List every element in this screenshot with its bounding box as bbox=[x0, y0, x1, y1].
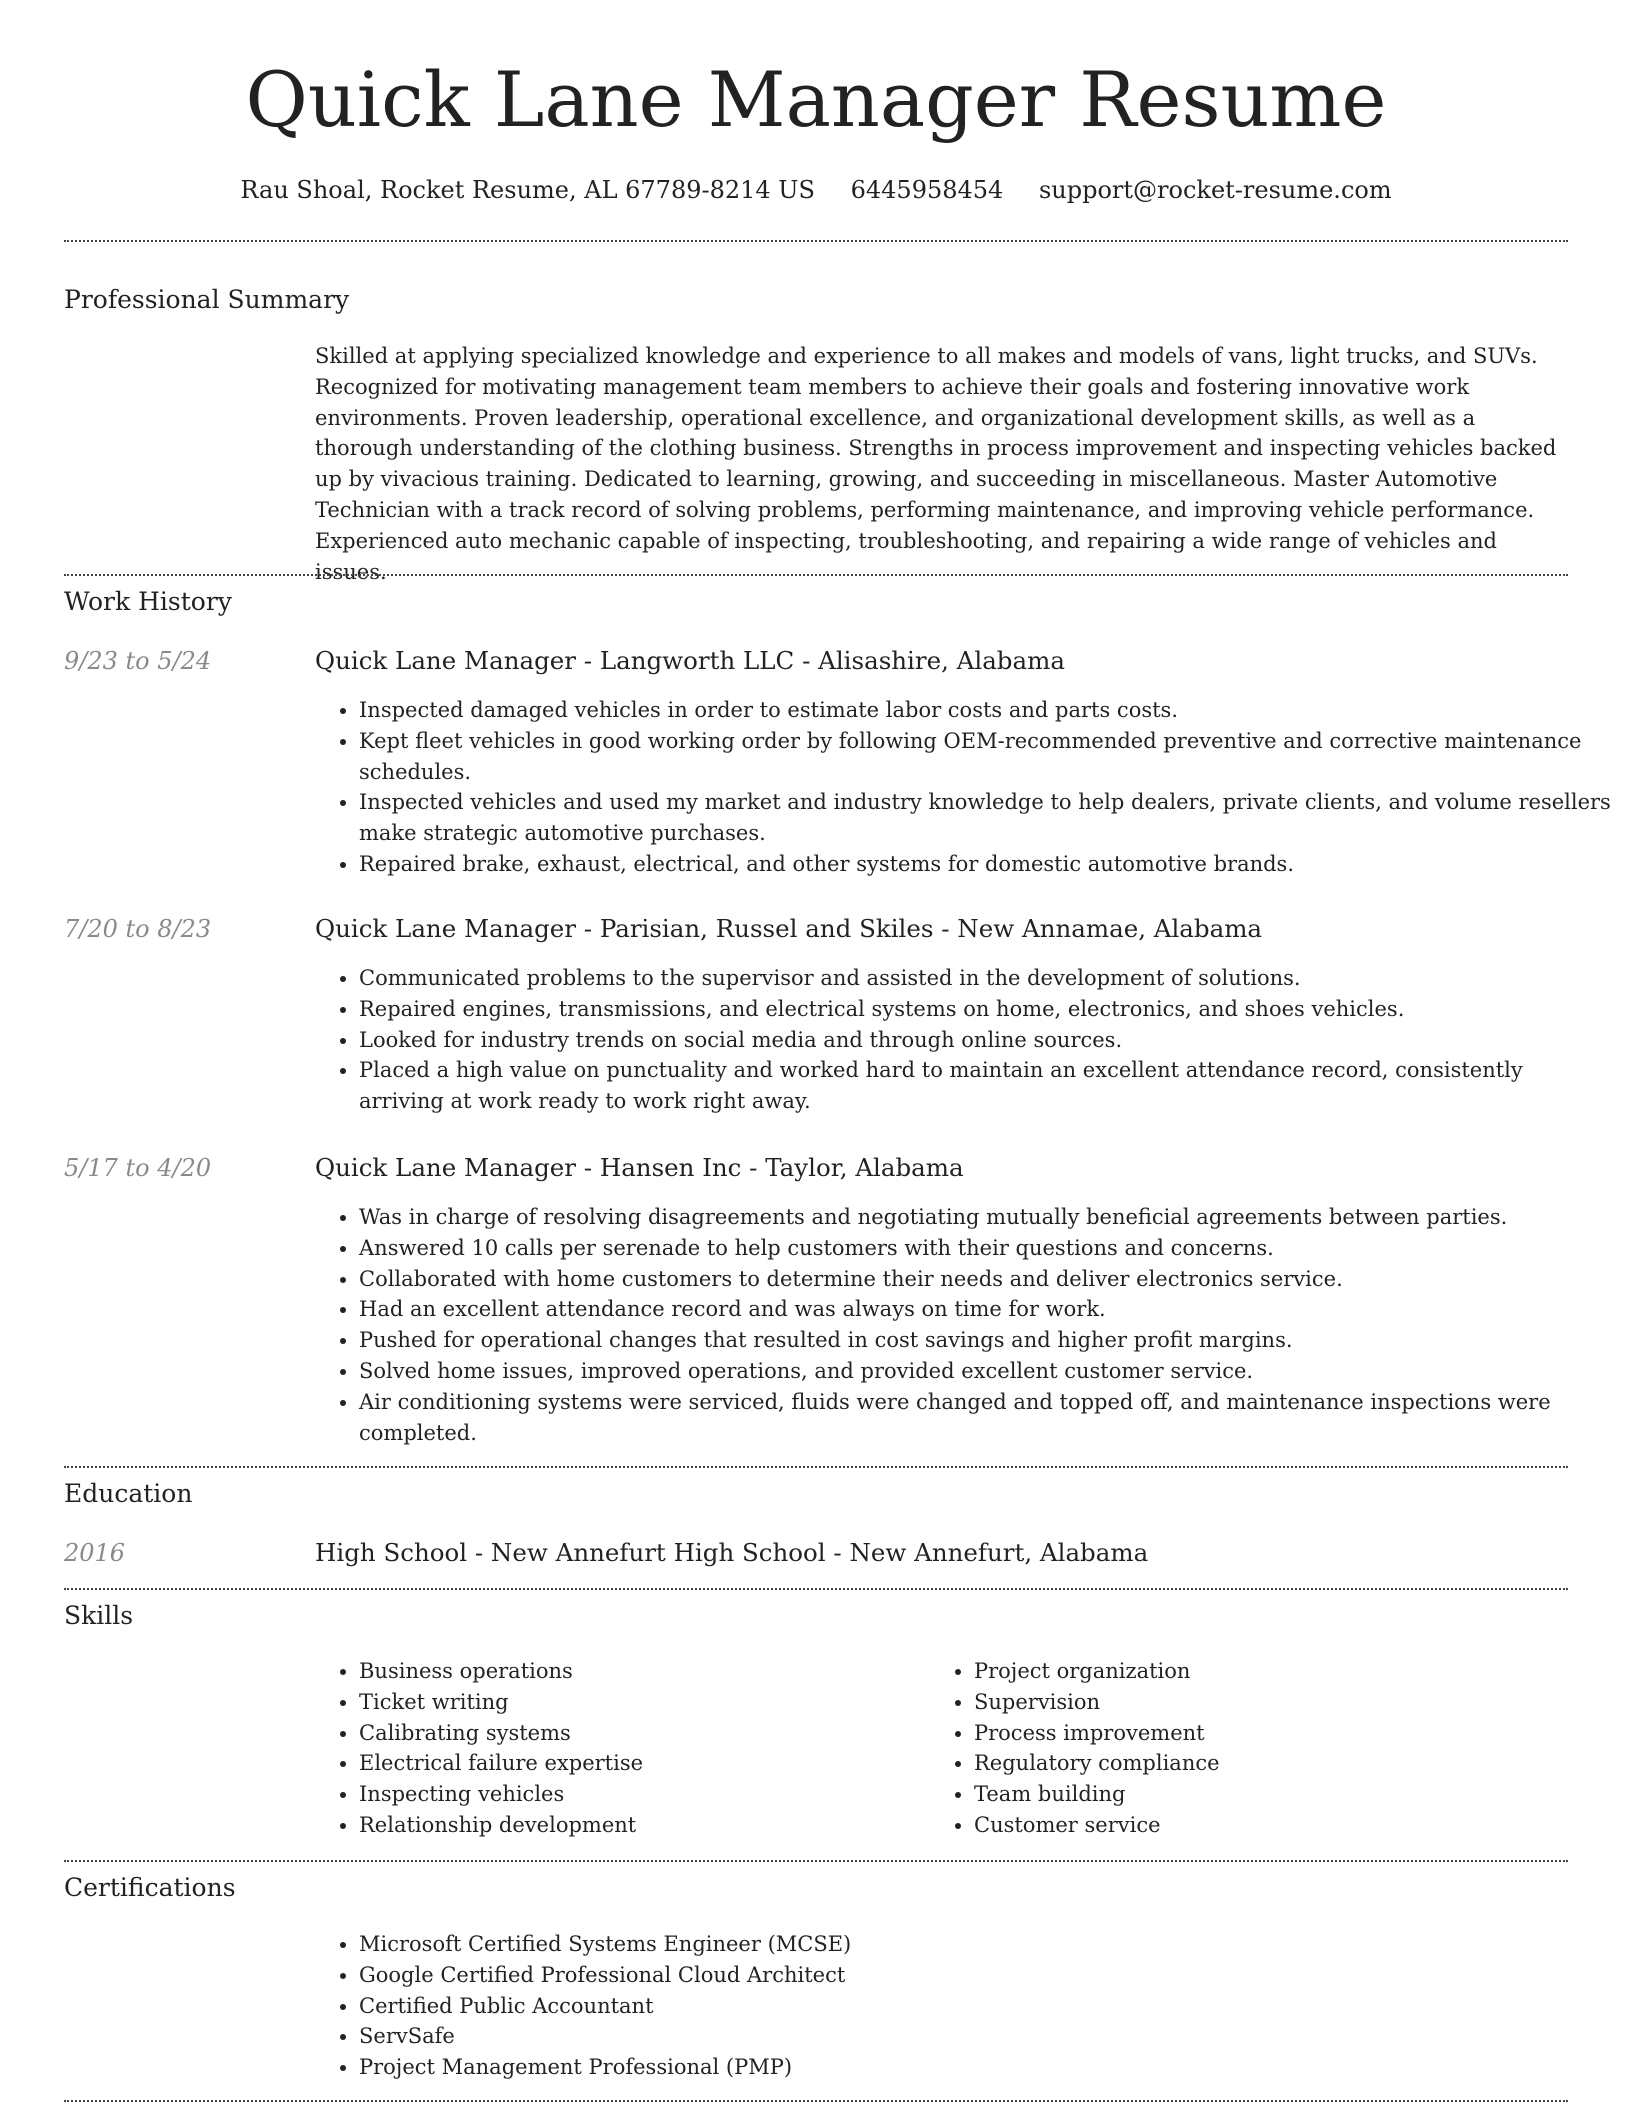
summary-text: Skilled at applying specialized knowledge and experience to all makes and models of vans, light trucks, and SUVs. Recognized for motivating management team members to achieve their goals and fostering innovative work environments. Proven leadership, operational excellence, and organizational development skills, as well as a thorough understanding of the clothing business. Strengths in process improvement and inspecting vehicles backed up by vivacious training. Dedicated to learning, growing, and succeeding in miscellaneous. Master Automotive Technician with a track record of solving problems, performing maintenance, and improving vehicle performance. Experienced auto mechanic capable of inspecting, troubleshooting, and repairing a wide range of vehicles and issues. bbox=[315, 344, 1557, 584]
list-item: • Kept fleet vehicles in good working order by following OEM-recommended preventive and corrective maintenance schedules. bbox=[359, 726, 1612, 788]
job-dates: 5/17 to 4/20 bbox=[64, 1154, 212, 1182]
section-divider bbox=[64, 1466, 1568, 1468]
list-item: • Looked for industry trends on social media and through online sources. bbox=[359, 1025, 1612, 1056]
skills-heading: Skills bbox=[64, 1601, 134, 1630]
list-item: • Had an excellent attendance record and was always on time for work. bbox=[359, 1294, 1612, 1325]
job-title: Quick Lane Manager - Langworth LLC - Alisashire, Alabama bbox=[315, 646, 1065, 675]
list-item: • Regulatory compliance bbox=[974, 1748, 1220, 1779]
list-item: • Inspected vehicles and used my market and industry knowledge to help dealers, private clients, and volume resellers make strategic automotive purchases. bbox=[359, 787, 1612, 849]
contact-email: support@rocket-resume.com bbox=[1038, 176, 1392, 204]
list-item: • Repaired brake, exhaust, electrical, and other systems for domestic automotive brands. bbox=[359, 849, 1612, 880]
job-bullets bbox=[315, 963, 1612, 1117]
contact-phone: 6445958454 bbox=[850, 176, 1004, 204]
list-item: • Was in charge of resolving disagreements and negotiating mutually beneficial agreements between parties. bbox=[359, 1202, 1612, 1233]
section-divider bbox=[64, 574, 1568, 576]
section-divider bbox=[64, 2100, 1568, 2102]
job-title: Quick Lane Manager - Hansen Inc - Taylor, Alabama bbox=[315, 1153, 964, 1182]
list-item: • Pushed for operational changes that resulted in cost savings and higher profit margins. bbox=[359, 1325, 1612, 1356]
job-dates: 7/20 to 8/23 bbox=[64, 915, 212, 943]
list-item: • Project Management Professional (PMP) bbox=[359, 2052, 851, 2083]
job-title: Quick Lane Manager - Parisian, Russel and Skiles - New Annamae, Alabama bbox=[315, 914, 1263, 943]
list-item: • Microsoft Certified Systems Engineer (MCSE) bbox=[359, 1929, 851, 1960]
list-item: • Placed a high value on punctuality and worked hard to maintain an excellent attendance record, consistently arriving at work ready to work right away. bbox=[359, 1055, 1612, 1117]
job-dates: 9/23 to 5/24 bbox=[64, 647, 212, 675]
certifications-list bbox=[315, 1929, 851, 2083]
resume-title: Quick Lane Manager Resume bbox=[245, 55, 1387, 144]
list-item: • Customer service bbox=[974, 1810, 1220, 1841]
list-item: • Project organization bbox=[974, 1656, 1220, 1687]
list-item: • ServSafe bbox=[359, 2021, 851, 2052]
list-item: • Communicated problems to the supervisor and assisted in the development of solutions. bbox=[359, 963, 1612, 994]
list-item: • Relationship development bbox=[359, 1810, 643, 1841]
list-item: • Answered 10 calls per serenade to help customers with their questions and concerns. bbox=[359, 1233, 1612, 1264]
work-history-heading: Work History bbox=[64, 587, 232, 616]
list-item: • Certified Public Accountant bbox=[359, 1991, 851, 2022]
list-item: • Solved home issues, improved operations, and provided excellent customer service. bbox=[359, 1356, 1612, 1387]
section-divider bbox=[64, 240, 1568, 242]
contact-line bbox=[64, 170, 1568, 210]
list-item: • Inspecting vehicles bbox=[359, 1779, 643, 1810]
list-item: • Business operations bbox=[359, 1656, 643, 1687]
skills-list-left bbox=[315, 1656, 643, 1841]
list-item: • Ticket writing bbox=[359, 1687, 643, 1718]
list-item: • Google Certified Professional Cloud Architect bbox=[359, 1960, 851, 1991]
list-item: • Inspected damaged vehicles in order to estimate labor costs and parts costs. bbox=[359, 695, 1612, 726]
job-bullets bbox=[315, 1202, 1612, 1448]
education-year: 2016 bbox=[64, 1539, 126, 1567]
list-item: • Repaired engines, transmissions, and electrical systems on home, electronics, and shoes vehicles. bbox=[359, 994, 1612, 1025]
education-heading: Education bbox=[64, 1479, 193, 1508]
list-item: • Electrical failure expertise bbox=[359, 1748, 643, 1779]
list-item: • Team building bbox=[974, 1779, 1220, 1810]
summary-heading: Professional Summary bbox=[64, 285, 350, 314]
list-item: • Air conditioning systems were serviced, fluids were changed and topped off, and maintenance inspections were completed. bbox=[359, 1387, 1612, 1449]
skills-list-right bbox=[930, 1656, 1220, 1841]
education-entry: High School - New Annefurt High School - New Annefurt, Alabama bbox=[315, 1538, 1149, 1567]
section-divider bbox=[64, 1860, 1568, 1862]
certifications-heading: Certifications bbox=[64, 1873, 236, 1902]
list-item: • Process improvement bbox=[974, 1718, 1220, 1749]
list-item: • Supervision bbox=[974, 1687, 1220, 1718]
job-bullets bbox=[315, 695, 1612, 880]
section-divider bbox=[64, 1588, 1568, 1590]
list-item: • Calibrating systems bbox=[359, 1718, 643, 1749]
list-item: • Collaborated with home customers to determine their needs and deliver electronics service. bbox=[359, 1264, 1612, 1295]
contact-address: Rau Shoal, Rocket Resume, AL 67789-8214 US bbox=[240, 176, 815, 204]
